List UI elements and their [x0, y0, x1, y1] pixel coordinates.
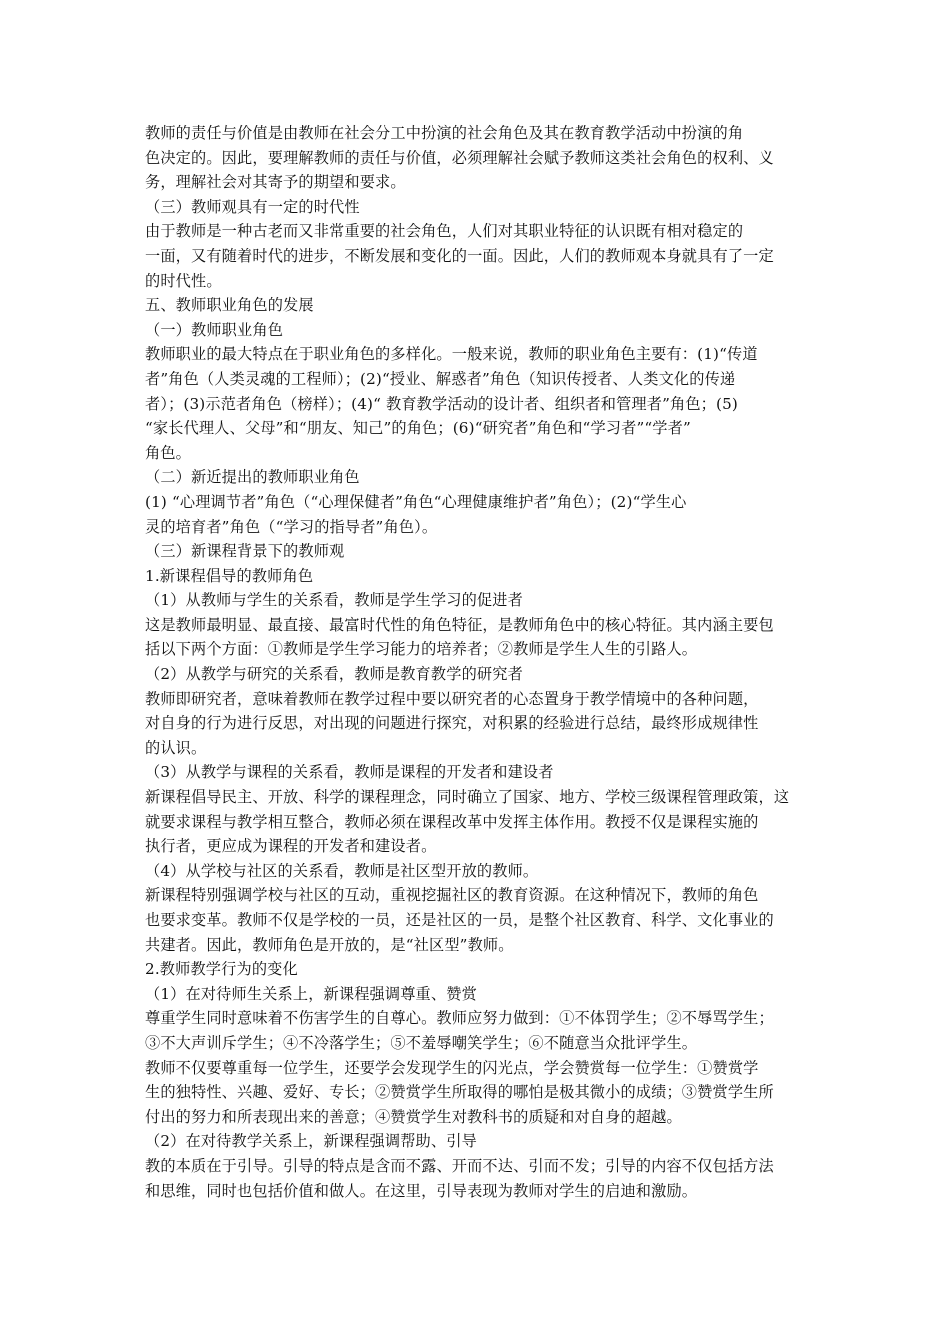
text-line: 教的本质在于引导。引导的特点是含而不露、开而不达、引而不发；引导的内容不仅包括方法 — [145, 1156, 774, 1175]
text-line: 执行者，更应成为课程的开发者和建设者。 — [145, 837, 437, 856]
text-line: 这是教师最明显、最直接、最富时代性的角色特征，是教师角色中的核心特征。其内涵主要包 — [145, 615, 774, 634]
section-heading: 2.教师教学行为的变化 — [145, 960, 298, 979]
text-line: 也要求变革。教师不仅是学校的一员，还是社区的一员，是整个社区教育、科学、文化事业的 — [145, 911, 774, 929]
text-line: 者）；(3)示范者角色（榜样）；(4)“ 教育教学活动的设计者、组织者和管理者”角色；(5) — [145, 394, 738, 413]
text-line: 教师不仅要尊重每一位学生，还要学会发现学生的闪光点，学会赞赏每一位学生：①赞赏学 — [145, 1058, 759, 1077]
section-heading: 五、教师职业角色的发展 — [145, 296, 314, 315]
section-heading: （一）教师职业角色 — [145, 320, 284, 339]
text-line: 一面，又有随着时代的进步，不断发展和变化的一面。因此，人们的教师观本身就具有了一定 — [145, 246, 774, 265]
section-heading: （2）从教学与研究的关系看，教师是教育教学的研究者 — [145, 665, 523, 684]
text-line: 括以下两个方面：①教师是学生学习能力的培养者；②教师是学生人生的引路人。 — [145, 640, 698, 659]
text-line: 和思维，同时也包括价值和做人。在这里，引导表现为教师对学生的启迪和激励。 — [145, 1181, 698, 1200]
section-heading: （三）教师观具有一定的时代性 — [145, 197, 360, 216]
text-line: 就要求课程与教学相互整合，教师必须在课程改革中发挥主体作用。教授不仅是课程实施的 — [145, 812, 759, 831]
section-heading: （三）新课程背景下的教师观 — [145, 542, 345, 561]
text-line: (1) “心理调节者”角色（“心理保健者”角色“心理健康维护者”角色）；(2)“学生心 — [145, 492, 687, 511]
text-line: 付出的努力和所表现出来的善意；④赞赏学生对教科书的质疑和对自身的超越。 — [145, 1107, 682, 1126]
text-line: ③不大声训斥学生；④不冷落学生；⑤不羞辱嘲笑学生；⑥不随意当众批评学生。 — [145, 1033, 698, 1052]
text-line: 新课程倡导民主、开放、科学的课程理念，同时确立了国家、地方、学校三级课程管理政策，这 — [145, 788, 790, 807]
text-line: 生的独特性、兴趣、爱好、专长；②赞赏学生所取得的哪怕是极其微小的成绩；③赞赏学生所 — [145, 1083, 774, 1102]
section-heading: （3）从教学与课程的关系看，教师是课程的开发者和建设者 — [145, 763, 554, 782]
text-line: 角色。 — [145, 443, 192, 462]
text-line: 新课程特别强调学校与社区的互动，重视挖掘社区的教育资源。在这种情况下，教师的角色 — [145, 886, 759, 905]
text-line: 对自身的行为进行反思，对出现的问题进行探究，对积累的经验进行总结，最终形成规律性 — [145, 714, 759, 733]
section-heading: （4）从学校与社区的关系看，教师是社区型开放的教师。 — [145, 861, 539, 880]
section-heading: （1）从教师与学生的关系看，教师是学生学习的促进者 — [145, 591, 523, 610]
section-heading: （二）新近提出的教师职业角色 — [145, 468, 360, 487]
section-heading: 1.新课程倡导的教师角色 — [145, 566, 314, 585]
text-line: 教师的责任与价值是由教师在社会分工中扮演的社会角色及其在教育教学活动中扮演的角 — [145, 124, 744, 142]
text-line: 尊重学生同时意味着不伤害学生的自尊心。教师应努力做到：①不体罚学生；②不辱骂学生； — [145, 1009, 774, 1028]
text-line: 教师即研究者，意味着教师在教学过程中要以研究者的心态置身于教学情境中的各种问题， — [145, 689, 759, 708]
section-heading: （2）在对待教学关系上，新课程强调帮助、引导 — [145, 1132, 477, 1151]
text-line: 者”角色（人类灵魂的工程师）；(2)“授业、解惑者”角色（知识传授者、人类文化的传递 — [145, 369, 736, 388]
text-line: 色决定的。因此，要理解教师的责任与价值，必须理解社会赋予教师这类社会角色的权利、义 — [145, 148, 774, 167]
text-line: 教师职业的最大特点在于职业角色的多样化。一般来说，教师的职业角色主要有：(1)“传道 — [145, 345, 758, 364]
text-line: “家长代理人、父母”和“朋友、知己”的角色；(6)“研究者”角色和“学习者”“学者” — [145, 419, 691, 438]
text-line: 务，理解社会对其寄予的期望和要求。 — [145, 173, 406, 192]
section-heading: （1）在对待师生关系上，新课程强调尊重、赞赏 — [145, 984, 477, 1003]
text-line: 的时代性。 — [145, 271, 222, 290]
text-line: 的认识。 — [145, 738, 207, 757]
text-line: 灵的培育者”角色（“学习的指导者”角色）。 — [145, 517, 438, 536]
text-line: 由于教师是一种古老而又非常重要的社会角色，人们对其职业特征的认识既有相对稳定的 — [145, 222, 744, 241]
text-line: 共建者。因此，教师角色是开放的，是“社区型”教师。 — [145, 935, 514, 954]
